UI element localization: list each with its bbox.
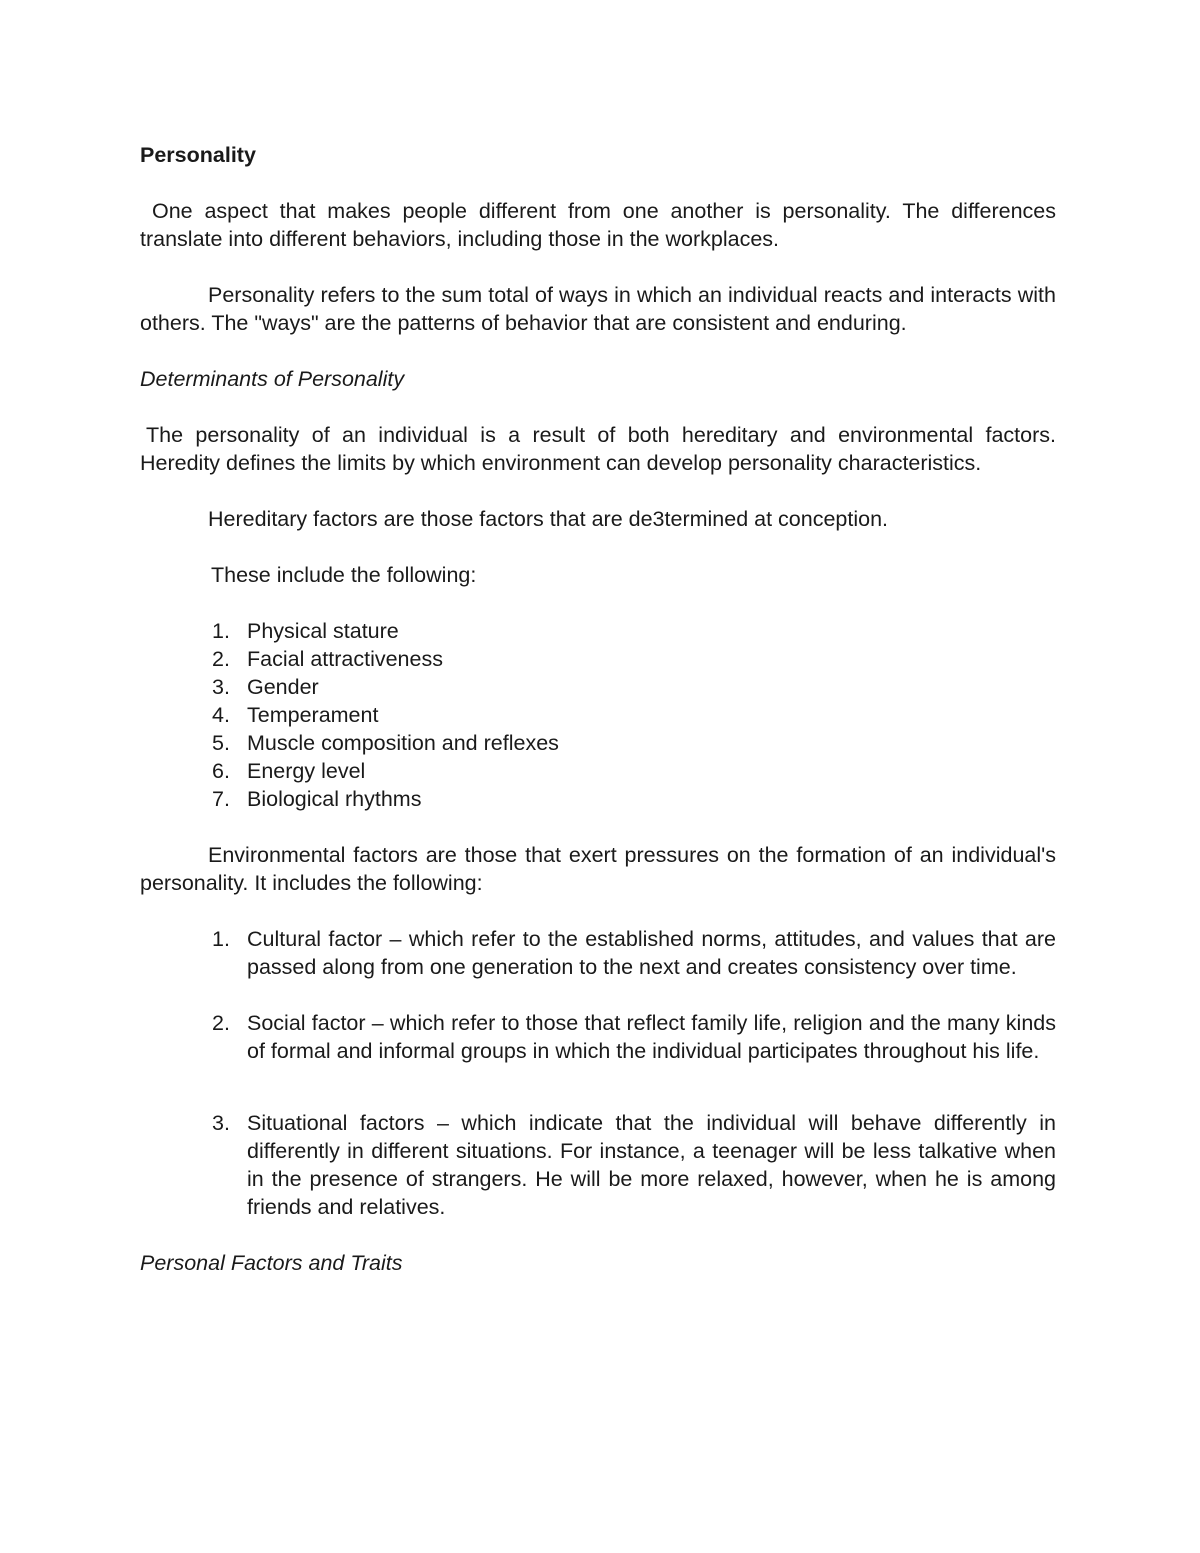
list-item-number: 1.	[212, 619, 230, 643]
list-item-text: Temperament	[247, 703, 379, 727]
intro-paragraph: One aspect that makes people different from one another is personality. The differences translate into different behaviors, including those in the workplaces.	[140, 199, 1056, 251]
list-item-text: Situational factors – which indicate that the individual will behave differently in differently in different situations. For instance, a teenager will be less talkative when in the presence of strangers. He will be more relaxed, however, when he is among friends and relatives.	[247, 1111, 1056, 1219]
list-item	[140, 729, 1056, 757]
list-item-number: 1.	[212, 927, 230, 951]
list-item-number: 2.	[212, 647, 230, 671]
determinants-paragraph: The personality of an individual is a result of both hereditary and environmental factors. Heredity defines the limits by which environment can develop personality characteristics.	[140, 423, 1056, 475]
list-item-number: 4.	[212, 703, 230, 727]
list-item-number: 2.	[212, 1011, 230, 1035]
document-body	[140, 141, 1056, 1277]
list-item-number: 3.	[212, 675, 230, 699]
list-item-number: 7.	[212, 787, 230, 811]
list-item-text: Social factor – which refer to those that reflect family life, religion and the many kinds of formal and informal groups in which the individual participates throughout his life.	[247, 1011, 1056, 1063]
list-item-text: Facial attractiveness	[247, 647, 443, 671]
hereditary-list-intro: These include the following:	[211, 563, 477, 587]
list-item	[140, 785, 1056, 813]
list-item	[140, 673, 1056, 701]
hereditary-factors-list	[140, 617, 1056, 813]
list-item-text: Physical stature	[247, 619, 399, 643]
hereditary-paragraph: Hereditary factors are those factors that are de3termined at conception.	[208, 507, 889, 531]
list-item-text: Energy level	[247, 759, 366, 783]
list-item-text: Biological rhythms	[247, 787, 422, 811]
list-item	[140, 617, 1056, 645]
page-title: Personality	[140, 143, 256, 167]
definition-paragraph: Personality refers to the sum total of ways in which an individual reacts and interacts with others. The "ways" are the patterns of behavior that are consistent and enduring.	[140, 283, 1056, 335]
list-item-text: Gender	[247, 675, 319, 699]
environmental-paragraph: Environmental factors are those that exert pressures on the formation of an individual's personality. It includes the following:	[140, 843, 1056, 895]
list-item	[140, 925, 1056, 981]
list-item-text: Cultural factor – which refer to the established norms, attitudes, and values that are passed along from one generation to the next and creates consistency over time.	[247, 927, 1056, 979]
list-item	[140, 701, 1056, 729]
environmental-factors-list	[140, 925, 1056, 1221]
list-item	[140, 1109, 1056, 1221]
list-item	[140, 757, 1056, 785]
personal-factors-heading: Personal Factors and Traits	[140, 1251, 403, 1275]
list-item-number: 6.	[212, 759, 230, 783]
list-item	[140, 645, 1056, 673]
list-item-number: 5.	[212, 731, 230, 755]
determinants-heading: Determinants of Personality	[140, 367, 405, 391]
list-item-text: Muscle composition and reflexes	[247, 731, 559, 755]
list-item	[140, 1009, 1056, 1065]
list-item-number: 3.	[212, 1111, 230, 1135]
